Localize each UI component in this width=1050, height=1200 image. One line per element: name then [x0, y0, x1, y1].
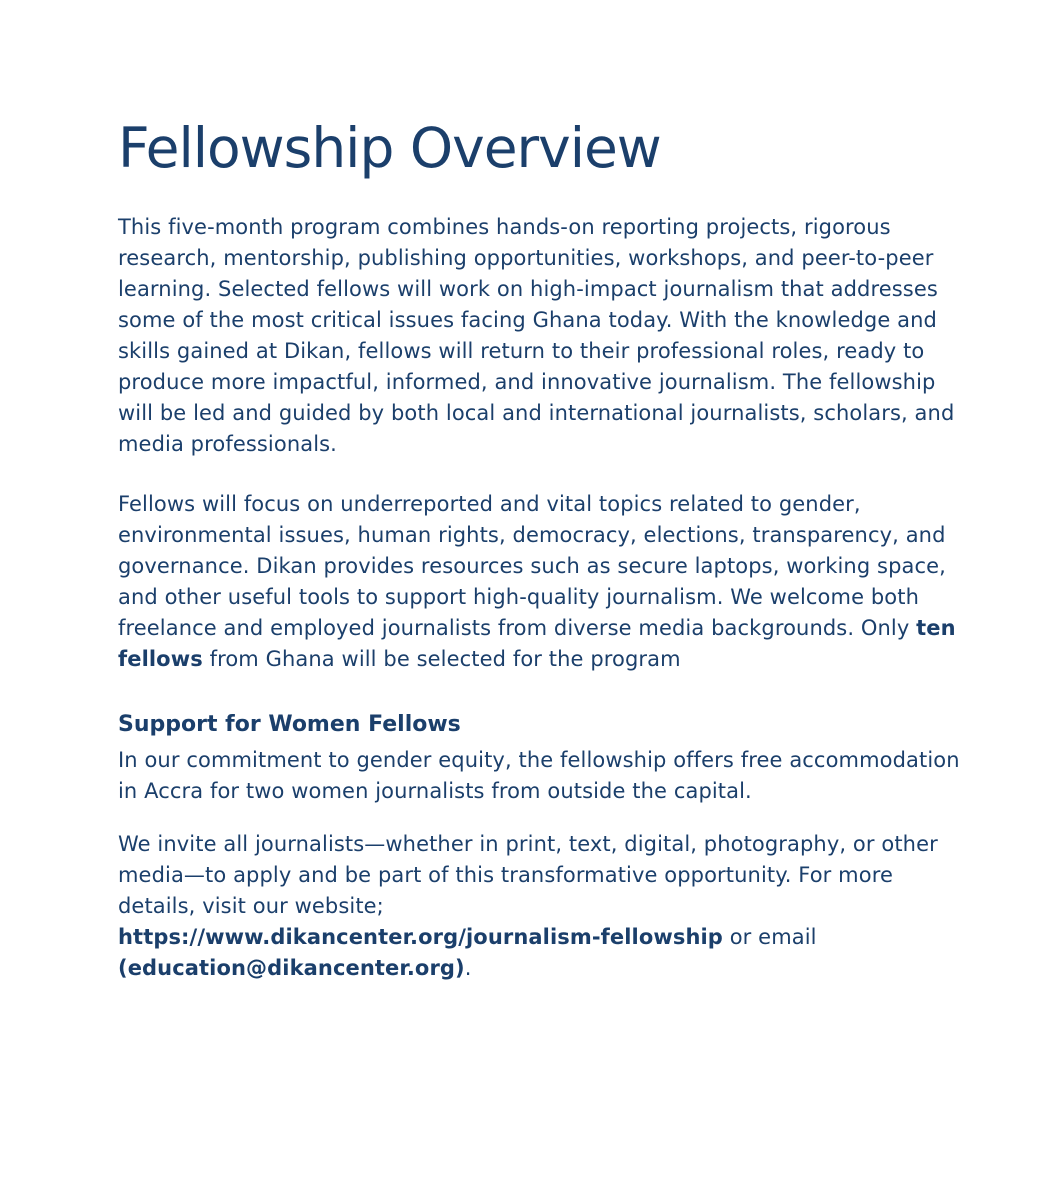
or-email-text: or email [722, 925, 817, 949]
page-title: Fellowship Overview [118, 116, 661, 180]
women-support-paragraph: In our commitment to gender equity, the fellowship offers free accommodation in Accra for two women journalists from outside the capital. [118, 748, 960, 803]
paragraph-2-text-start: Fellows will focus on underreported and vital topics related to gender, environmental issues, human rights, democracy, elections, transparency, and governance. Dikan provides resources such as secure laptops, working space, and other useful tools to support high-quality journalism. We welcome both freelance and employed journalists from diverse media backgrounds. Only [118, 492, 946, 640]
website-link[interactable]: https://www.dikancenter.org/journalism-fellowship [118, 925, 723, 949]
ten-fellows-emphasis: ten fellows [118, 616, 956, 671]
overview-paragraph-1: This five-month program combines hands-on reporting projects, rigorous research, mentorship, publishing opportunities, workshops, and peer-to-peer learning. Selected fellows will work on high-impact journalism that addresses some of the most critical issues facing Ghana today. With the knowledge and skills gained at Dikan, fellows will return to their professional roles, ready to produce more impactful, informed, and innovative journalism. The fellowship will be led and guided by both local and international journalists, scholars, and media professionals. [118, 215, 955, 456]
women-support-heading: Support for Women Fellows [118, 712, 461, 737]
invitation-paragraph [118, 829, 968, 984]
invitation-text: We invite all journalists—whether in print, text, digital, photography, or other media—to apply and be part of this transformative opportunity. For more details, visit our website; [118, 832, 938, 918]
overview-paragraph-2 [118, 489, 968, 675]
email-link[interactable]: (education@dikancenter.org) [118, 956, 465, 980]
invitation-end: . [464, 956, 472, 980]
paragraph-2-text-end: from Ghana will be selected for the program [202, 647, 681, 671]
fellowship-overview-page [118, 112, 968, 984]
